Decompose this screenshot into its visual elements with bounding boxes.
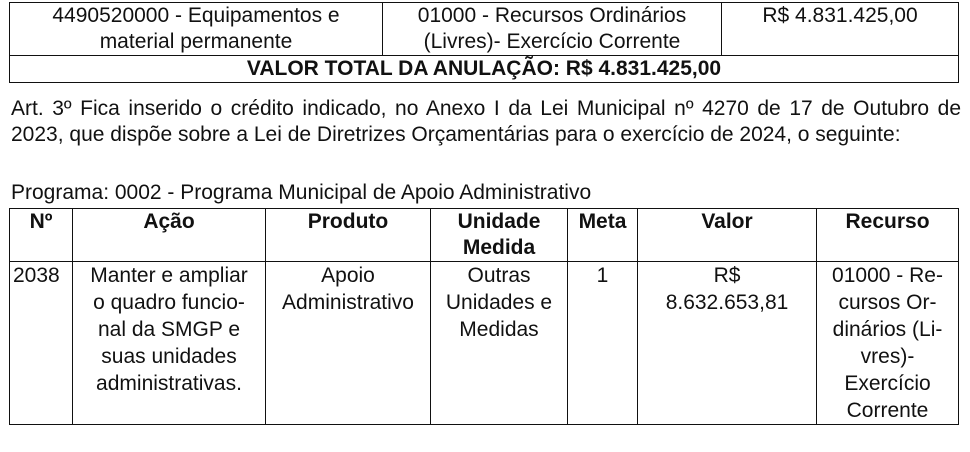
unidade-line: Medidas xyxy=(459,318,539,341)
cell-valor xyxy=(638,262,817,425)
header-numero: Nº xyxy=(10,209,73,262)
produto-line: Administrativo xyxy=(282,291,414,314)
natureza-cell xyxy=(10,3,383,56)
acao-line: nal da SMGP e xyxy=(97,318,241,341)
valor-text: R$ 4.831.425,00 xyxy=(762,4,918,27)
cell-unidade xyxy=(431,262,568,425)
header-recurso: Recurso xyxy=(817,209,959,262)
header-produto: Produto xyxy=(266,209,431,262)
cell-numero: 2038 xyxy=(10,262,73,425)
table-row xyxy=(10,56,959,83)
produto-line: Apoio xyxy=(321,264,375,287)
recurso-line: dinários (Li- xyxy=(832,318,943,341)
natureza-line: 4490520000 - Equipamentos e xyxy=(52,4,340,27)
fonte-cell xyxy=(383,3,722,56)
anulacao-table xyxy=(9,2,959,83)
header-unidade xyxy=(431,209,568,262)
table-row xyxy=(10,262,959,425)
acao-line: o quadro funcio- xyxy=(93,291,245,314)
natureza-line: material permanente xyxy=(99,30,293,53)
header-valor: Valor xyxy=(638,209,817,262)
programa-label: Programa: 0002 - Programa Municipal de Apoio Administrativo xyxy=(11,181,592,204)
acao-line: Manter e ampliar xyxy=(90,264,248,287)
cell-meta: 1 xyxy=(568,262,638,425)
unidade-line: Outras xyxy=(467,264,531,287)
programa-table xyxy=(9,208,959,425)
header-row xyxy=(10,209,959,262)
artigo-paragraph: Art. 3º Fica inserido o crédito indicado, no Anexo I da Lei Municipal nº 4270 de 17 de Outubro de 2023, que dispõe sobre a Lei de Diretrizes Orçamentárias para o exercício de 2024, o seguinte: xyxy=(11,97,961,146)
fonte-line: (Livres)- Exercício Corrente xyxy=(423,30,681,53)
recurso-line: 01000 - Re- xyxy=(832,264,943,287)
header-unidade-line: Unidade xyxy=(457,210,541,233)
recurso-line: Corrente xyxy=(846,399,929,422)
valor-cell xyxy=(722,3,959,56)
cell-acao xyxy=(73,262,266,425)
cell-produto xyxy=(266,262,431,425)
valor-line: 8.632.653,81 xyxy=(665,291,789,314)
unidade-line: Unidades e xyxy=(445,291,553,314)
table-row xyxy=(10,3,959,56)
recurso-line: Exercício xyxy=(844,372,931,395)
valor-line: R$ xyxy=(713,264,741,287)
cell-recurso xyxy=(817,262,959,425)
header-unidade-line: Medida xyxy=(462,236,536,259)
fonte-line: 01000 - Recursos Ordinários xyxy=(417,4,687,27)
acao-line: suas unidades xyxy=(101,345,237,368)
total-anulacao: VALOR TOTAL DA ANULAÇÃO: R$ 4.831.425,00 xyxy=(10,56,959,83)
acao-line: administrativas. xyxy=(96,372,242,395)
recurso-line: cursos Or- xyxy=(838,291,937,314)
header-meta: Meta xyxy=(568,209,638,262)
recurso-line: vres)- xyxy=(860,345,915,368)
header-acao: Ação xyxy=(73,209,266,262)
